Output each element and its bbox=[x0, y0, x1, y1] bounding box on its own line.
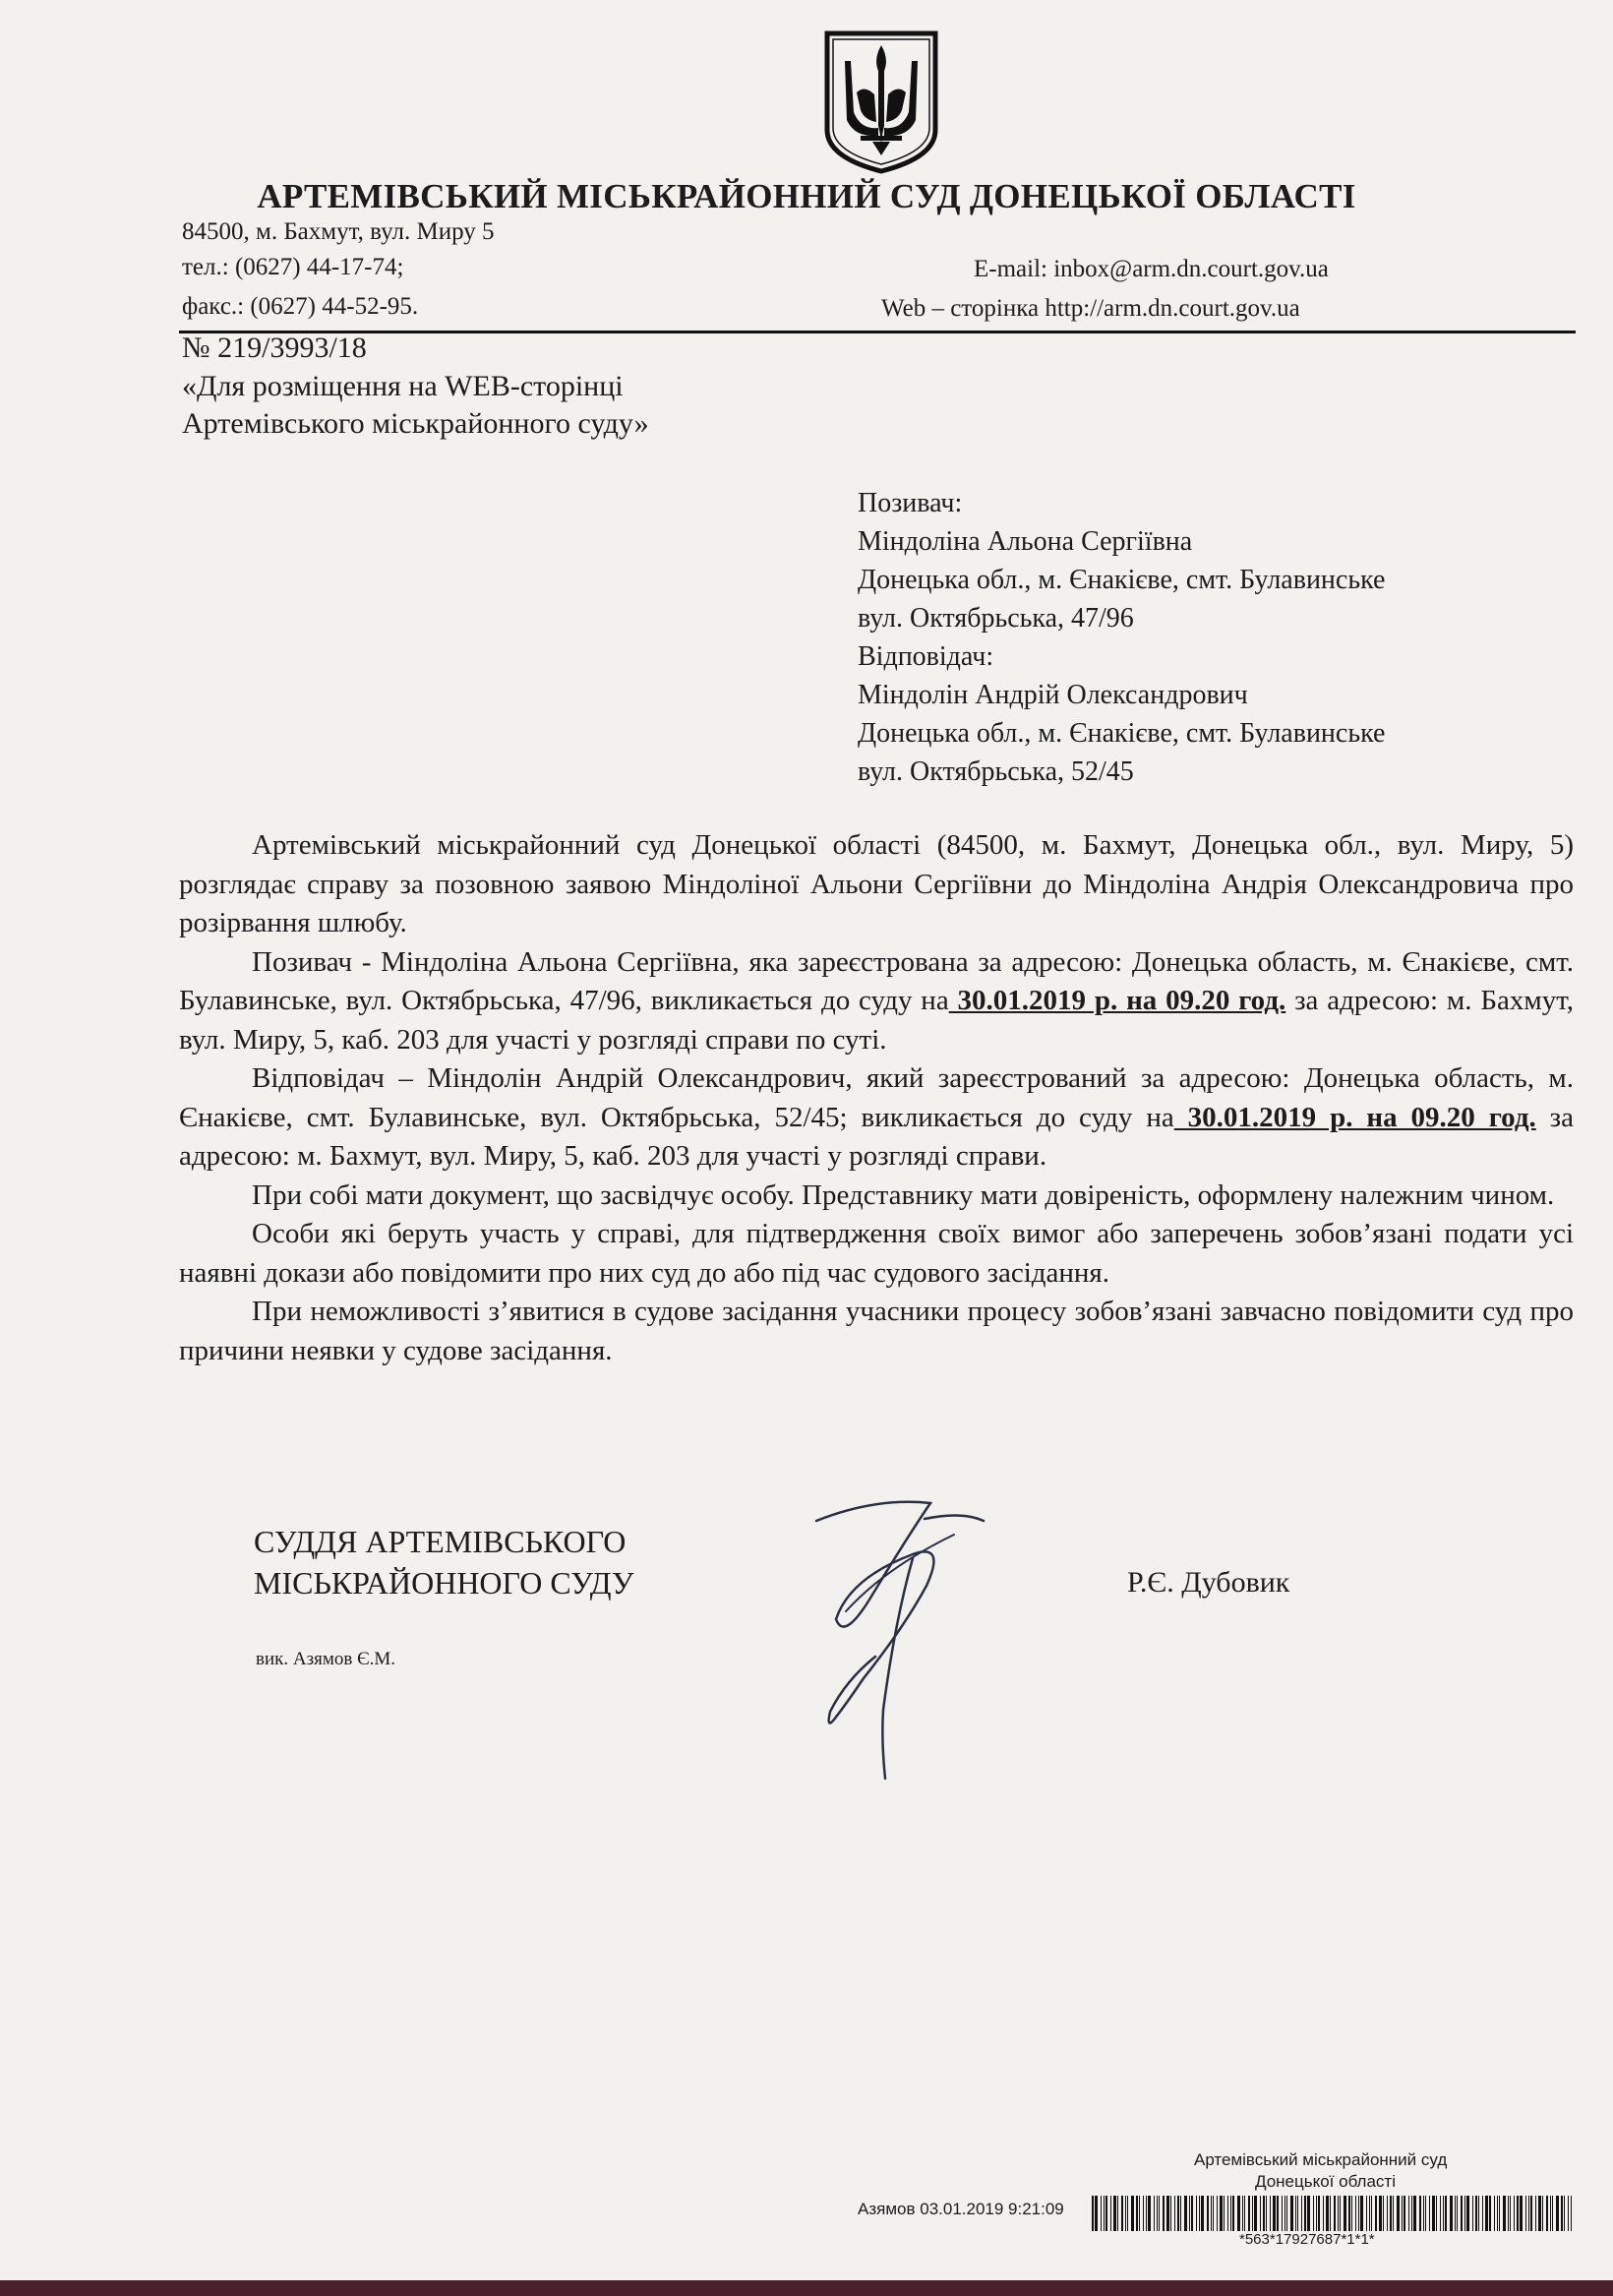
barcode-bar bbox=[1340, 2196, 1341, 2231]
barcode-bar bbox=[1301, 2196, 1302, 2231]
body-paragraph-1: Артемівський міськрайонний суд Донецької області (84500, м. Бахмут, Донецька обл., вул. Миру, 5) розглядає справу за позовною заявою Міндоліної Альони Сергіївни до Міндоліна Андрія Олександровича про розірвання шлюбу. bbox=[179, 829, 1574, 938]
barcode-bar bbox=[1443, 2196, 1444, 2231]
barcode-bar bbox=[1092, 2196, 1094, 2231]
barcode-bar bbox=[1095, 2196, 1098, 2231]
barcode-bar bbox=[1499, 2196, 1500, 2231]
barcode-bar bbox=[1440, 2196, 1441, 2231]
barcode-bar bbox=[1351, 2196, 1352, 2231]
barcode-bar bbox=[1344, 2196, 1346, 2231]
barcode-bar bbox=[1224, 2196, 1225, 2231]
barcode-bar bbox=[1230, 2196, 1231, 2231]
barcode-bar bbox=[1227, 2196, 1228, 2231]
stamp-court-line-1: Артемівський міськрайонний суд bbox=[1194, 2150, 1448, 2169]
barcode-bar bbox=[1157, 2196, 1158, 2231]
barcode-bar bbox=[1143, 2196, 1144, 2231]
court-address: 84500, м. Бахмут, вул. Миру 5 bbox=[182, 218, 495, 245]
plaintiff-label: Позивач: bbox=[858, 488, 963, 518]
body-paragraph-6: При неможливості з’явитися в судове засідання учасники процесу зобов’язані завчасно повідомити суд про причини неявки у судове засідання. bbox=[179, 1296, 1574, 1366]
barcode-bar bbox=[1316, 2196, 1317, 2231]
barcode bbox=[1092, 2196, 1574, 2231]
barcode-bar bbox=[1146, 2196, 1147, 2231]
barcode-bar bbox=[1375, 2196, 1377, 2231]
barcode-bar bbox=[1402, 2196, 1403, 2231]
barcode-bar bbox=[1571, 2196, 1572, 2231]
barcode-bar bbox=[1508, 2196, 1509, 2231]
barcode-bar bbox=[1348, 2196, 1350, 2231]
barcode-bar bbox=[1121, 2196, 1123, 2231]
barcode-bar bbox=[1139, 2196, 1140, 2231]
barcode-bar bbox=[1196, 2196, 1197, 2231]
barcode-bar bbox=[1561, 2196, 1563, 2231]
barcode-bar bbox=[1419, 2196, 1421, 2231]
plaintiff-address-2: вул. Октябрьська, 47/96 bbox=[858, 603, 1134, 634]
court-website: Web – сторінка http://arm.dn.court.gov.ua bbox=[881, 295, 1300, 322]
case-number: № 219/3993/18 bbox=[182, 332, 367, 364]
barcode-bar bbox=[1334, 2196, 1336, 2231]
barcode-bar bbox=[1552, 2196, 1553, 2231]
judge-title-line-1: СУДДЯ АРТЕМІВСЬКОГО bbox=[254, 1524, 627, 1559]
barcode-bar bbox=[1546, 2196, 1548, 2231]
barcode-bar bbox=[1248, 2196, 1250, 2231]
judge-title-line-2: МІСЬКРАЙОННОГО СУДУ bbox=[254, 1565, 634, 1601]
plaintiff-name: Міндоліна Альона Сергіївна bbox=[858, 526, 1193, 557]
barcode-bar bbox=[1127, 2196, 1128, 2231]
barcode-bar bbox=[1326, 2196, 1329, 2231]
body-paragraph-3 bbox=[179, 1059, 1574, 1177]
barcode-bar bbox=[1148, 2196, 1151, 2231]
plaintiff-address-1: Донецька обл., м. Єнакієве, смт. Булавинське bbox=[858, 565, 1386, 595]
barcode-bar bbox=[1482, 2196, 1483, 2231]
barcode-bar bbox=[1530, 2196, 1532, 2231]
barcode-bar bbox=[1277, 2196, 1279, 2231]
barcode-bar bbox=[1408, 2196, 1409, 2231]
body-paragraph-2 bbox=[179, 943, 1574, 1060]
barcode-bar bbox=[1413, 2196, 1416, 2231]
barcode-bar bbox=[1369, 2196, 1370, 2231]
barcode-bar bbox=[1358, 2196, 1359, 2231]
barcode-bar bbox=[1404, 2196, 1405, 2231]
barcode-bar bbox=[1478, 2196, 1479, 2231]
barcode-bar bbox=[1297, 2196, 1298, 2231]
barcode-bar bbox=[1154, 2196, 1155, 2231]
judge-name: Р.Є. Дубовик bbox=[1127, 1566, 1290, 1599]
stamp-court-line-2: Донецької області bbox=[1255, 2172, 1396, 2191]
header-divider bbox=[179, 331, 1576, 333]
barcode-bar bbox=[1535, 2196, 1536, 2231]
coat-of-arms-icon bbox=[821, 28, 941, 175]
barcode-bar bbox=[1213, 2196, 1214, 2231]
defendant-address-1: Донецька обл., м. Єнакієве, смт. Булавинське bbox=[858, 718, 1386, 749]
barcode-bar bbox=[1510, 2196, 1511, 2231]
barcode-bar bbox=[1455, 2196, 1456, 2231]
barcode-bar bbox=[1497, 2196, 1498, 2231]
barcode-bar bbox=[1318, 2196, 1320, 2231]
court-phone: тел.: (0627) 44-17-74; bbox=[182, 254, 404, 280]
barcode-bar bbox=[1110, 2196, 1111, 2231]
barcode-bar bbox=[1564, 2196, 1565, 2231]
barcode-bar bbox=[1270, 2196, 1271, 2231]
barcode-bar bbox=[1313, 2196, 1314, 2231]
barcode-bar bbox=[1355, 2196, 1356, 2231]
barcode-bar bbox=[1514, 2196, 1515, 2231]
barcode-bar bbox=[1450, 2196, 1453, 2231]
barcode-bar bbox=[1113, 2196, 1116, 2231]
barcode-bar bbox=[1556, 2196, 1559, 2231]
barcode-bar bbox=[1457, 2196, 1458, 2231]
barcode-bar bbox=[1273, 2196, 1276, 2231]
defendant-hearing-date: 30.01.2019 р. на 09.20 год. bbox=[1173, 1101, 1536, 1133]
barcode-bar bbox=[1125, 2196, 1126, 2231]
barcode-bar bbox=[1360, 2196, 1363, 2231]
barcode-bar bbox=[1131, 2196, 1134, 2231]
barcode-bar bbox=[1503, 2196, 1506, 2231]
barcode-bar bbox=[1189, 2196, 1190, 2231]
barcode-bar bbox=[1104, 2196, 1105, 2231]
barcode-bar bbox=[1207, 2196, 1209, 2231]
executor-note: вик. Азямов Є.М. bbox=[256, 1649, 396, 1669]
defendant-name: Міндолін Андрій Олександрович bbox=[858, 680, 1248, 710]
plaintiff-hearing-date: 30.01.2019 р. на 09.20 год. bbox=[948, 985, 1286, 1016]
barcode-bar bbox=[1429, 2196, 1430, 2231]
barcode-bar bbox=[1383, 2196, 1384, 2231]
barcode-bar bbox=[1220, 2196, 1223, 2231]
barcode-bar bbox=[1307, 2196, 1310, 2231]
barcode-bar bbox=[1101, 2196, 1102, 2231]
barcode-bar bbox=[1290, 2196, 1293, 2231]
barcode-bar bbox=[1242, 2196, 1243, 2231]
barcode-bar bbox=[1445, 2196, 1447, 2231]
barcode-bar bbox=[1436, 2196, 1437, 2231]
court-email: E-mail: inbox@arm.dn.court.gov.ua bbox=[974, 256, 1329, 282]
barcode-bar bbox=[1432, 2196, 1435, 2231]
barcode-bar bbox=[1170, 2196, 1171, 2231]
barcode-bar bbox=[1366, 2196, 1367, 2231]
plaintiff-summons-text: Позивач - Міндоліна Альона Сергіївна, яка зареєстрована за адресою: Донецька область, м. Єнакієве, смт. Булавинське, вул. Октябрьська, 47/96, викликається до суду на bbox=[179, 945, 1574, 1016]
court-fax: факс.: (0627) 44-52-95. bbox=[182, 293, 419, 320]
barcode-bar bbox=[1525, 2196, 1526, 2231]
judge-title bbox=[254, 1521, 634, 1603]
barcode-bar bbox=[1323, 2196, 1324, 2231]
barcode-bar bbox=[1568, 2196, 1569, 2231]
barcode-bar bbox=[1295, 2196, 1296, 2231]
barcode-bar bbox=[1105, 2196, 1107, 2231]
scan-edge-bar bbox=[0, 2280, 1613, 2296]
barcode-bar bbox=[1184, 2196, 1187, 2231]
barcode-bar bbox=[1371, 2196, 1372, 2231]
barcode-bar bbox=[1550, 2196, 1551, 2231]
barcode-bar bbox=[1425, 2196, 1426, 2231]
barcode-bar bbox=[1117, 2196, 1118, 2231]
barcode-bar bbox=[1520, 2196, 1523, 2231]
barcode-bar bbox=[1304, 2196, 1306, 2231]
defendant-hearing-location: за адресою: м. Бахмут, вул. Миру, 5, каб. 203 для участі у розгляді справи. bbox=[179, 1101, 1575, 1172]
body-paragraph-4: При собі мати документ, що засвідчує особу. Представнику мати довіреність, оформлену належним чином. bbox=[252, 1178, 1555, 1211]
defendant-summons-text: Відповідач – Міндолін Андрій Олександрович, який зареєстрований за адресою: Донецька область, м. Єнакієве, смт. Булавинське, вул. Октябрьська, 52/45; викликається до суду на bbox=[179, 1062, 1574, 1133]
registration-stamp: Азямов 03.01.2019 9:21:09 bbox=[858, 2200, 1064, 2218]
barcode-bar bbox=[1252, 2196, 1253, 2231]
barcode-bar bbox=[1217, 2196, 1218, 2231]
barcode-bar bbox=[1464, 2196, 1465, 2231]
notice-body bbox=[179, 826, 1574, 1370]
barcode-bar bbox=[1411, 2196, 1412, 2231]
barcode-bar bbox=[1338, 2196, 1339, 2231]
barcode-bar bbox=[1163, 2196, 1165, 2231]
barcode-bar bbox=[1538, 2196, 1541, 2231]
barcode-bar bbox=[1517, 2196, 1519, 2231]
barcode-bar bbox=[1266, 2196, 1267, 2231]
barcode-bar bbox=[1379, 2196, 1382, 2231]
purpose-line-2: Артемівського міськрайонного суду» bbox=[182, 407, 649, 440]
barcode-bar bbox=[1201, 2196, 1204, 2231]
defendant-address-2: вул. Октябрьська, 52/45 bbox=[858, 756, 1134, 787]
plaintiff-hearing-location: за адресою: м. Бахмут, вул. Миру, 5, каб. 203 для участі у розгляді справи по суті. bbox=[179, 985, 1574, 1056]
barcode-bar bbox=[1397, 2196, 1400, 2231]
barcode-bar bbox=[1211, 2196, 1212, 2231]
barcode-bar bbox=[1466, 2196, 1469, 2231]
barcode-bar bbox=[1244, 2196, 1245, 2231]
court-name: АРТЕМІВСЬКИЙ МІСЬКРАЙОННИЙ СУД ДОНЕЦЬКОЇ ОБЛАСТІ bbox=[257, 177, 1356, 215]
barcode-bar bbox=[1423, 2196, 1424, 2231]
barcode-bar bbox=[1284, 2196, 1285, 2231]
barcode-bar bbox=[1174, 2196, 1175, 2231]
purpose-line-1: «Для розміщення на WEB-сторінці bbox=[182, 370, 624, 402]
barcode-bar bbox=[1237, 2196, 1240, 2231]
barcode-bar bbox=[1232, 2196, 1234, 2231]
barcode-bar bbox=[1286, 2196, 1287, 2231]
barcode-bar bbox=[1282, 2196, 1283, 2231]
barcode-bar bbox=[1494, 2196, 1495, 2231]
handwritten-signature bbox=[787, 1483, 1013, 1788]
barcode-bar bbox=[1263, 2196, 1265, 2231]
barcode-bar bbox=[1393, 2196, 1394, 2231]
barcode-bar bbox=[1528, 2196, 1529, 2231]
barcode-bar bbox=[1166, 2196, 1169, 2231]
barcode-bar bbox=[1159, 2196, 1160, 2231]
barcode-bar bbox=[1191, 2196, 1193, 2231]
barcode-bar bbox=[1475, 2196, 1477, 2231]
barcode-bar bbox=[1180, 2196, 1181, 2231]
barcode-bar bbox=[1136, 2196, 1138, 2231]
barcode-bar bbox=[1485, 2196, 1488, 2231]
barcode-bar bbox=[1461, 2196, 1463, 2231]
barcode-bar bbox=[1330, 2196, 1331, 2231]
defendant-label: Відповідач: bbox=[858, 641, 994, 672]
barcode-bar bbox=[1177, 2196, 1179, 2231]
barcode-bar bbox=[1199, 2196, 1200, 2231]
barcode-bar bbox=[1387, 2196, 1388, 2231]
barcode-bar bbox=[1260, 2196, 1261, 2231]
barcode-bar bbox=[1472, 2196, 1473, 2231]
barcode-bar bbox=[1390, 2196, 1392, 2231]
barcode-bar bbox=[1254, 2196, 1257, 2231]
body-paragraph-5: Особи які беруть участь у справі, для підтвердження своїх вимог або заперечень зобов’язані подати усі наявні докази або повідомити про них суд до або під час судового засідання. bbox=[179, 1218, 1574, 1289]
barcode-bar bbox=[1489, 2196, 1491, 2231]
barcode-text: *563*17927687*1*1* bbox=[1239, 2231, 1375, 2248]
barcode-bar bbox=[1542, 2196, 1543, 2231]
